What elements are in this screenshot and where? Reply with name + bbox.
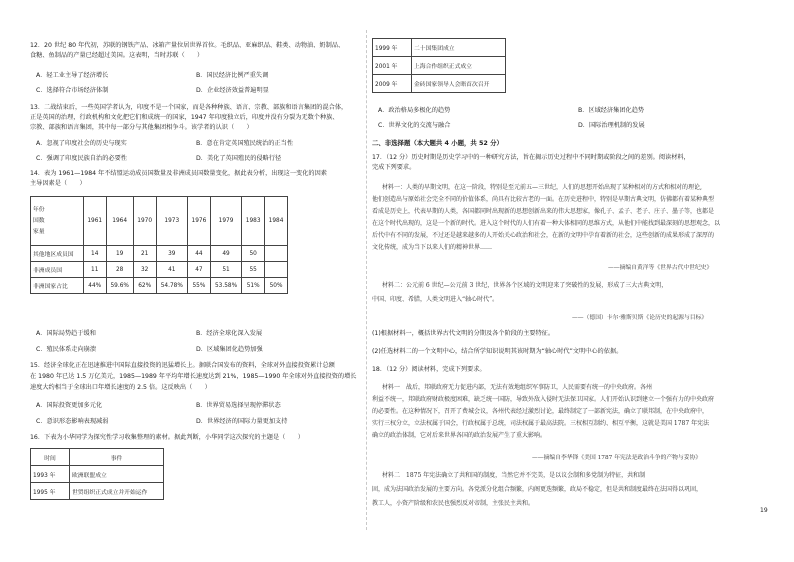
table-cell: [265, 246, 288, 262]
q16-option-d[interactable]: D．国际治理机制的发展: [578, 122, 645, 129]
table-cell: 44%: [83, 278, 106, 294]
year-cell: 1973: [156, 197, 187, 246]
section-title: 二、非选择题（本大题共 4 小题，共 52 分）: [372, 139, 503, 147]
table-cell: 59.6%: [106, 278, 133, 294]
q13-option-c[interactable]: C．强调了印度民族自治的必要性: [36, 155, 127, 162]
header-label-line: 国数: [33, 217, 45, 224]
q14-option-b[interactable]: B．经济全球化深入发展: [196, 330, 263, 337]
q17-material1-line: 他们创造出与原始社会完全不同的价值体系，尚具有比较古老的一面。在历史进程中，特别是早期古典文明，仿佛都有着某种典型: [372, 196, 715, 203]
q18-material1-line: 确立的政治体制，它对后来世界各国的政治发展产生了重大影响。: [372, 432, 547, 439]
q18-material1-line: 材料一 战后，邦联政府无力促进内部，无法有效地组织军事防卫，人民需要有统一的中央政府。各州: [382, 384, 653, 391]
header-label-line: 年份: [33, 206, 45, 213]
year-cell: 1964: [106, 197, 133, 246]
q17-stem-line1: 17．（12 分）历史时期是历史学习中的一种研究方法，旨在揭示历史过程中不同时期或阶段之间的差别。阅读材料，: [372, 154, 690, 161]
q17-stem-line2: 完成下列要求。: [372, 164, 416, 171]
q17-material1-source: ——摘编自黄洋等《世界古代中世纪史》: [608, 265, 713, 271]
q16-table: [30, 448, 164, 500]
q15-option-a[interactable]: A．国际投资更加多元化: [36, 402, 103, 409]
year-cell: 1970: [133, 197, 156, 246]
q17-material1-line: 文化传统，成为当下以来人们的精神世界……: [372, 244, 493, 251]
q12-option-a[interactable]: A．轻工业主导了经济增长: [36, 72, 109, 79]
q13-option-b[interactable]: B．意在肯定英国殖民统治的正当性: [196, 140, 294, 147]
q15-stem-line1: 15．经济全球化正在迅速推进中国际直接投资的迅猛增长上。据联合国发布的资料，全球对外直接投资累计总额: [30, 362, 335, 369]
table-cell: [265, 262, 288, 278]
year-cell: 1976: [187, 197, 210, 246]
year-cell: 2001 年: [373, 57, 412, 75]
table-cell: 39: [156, 246, 187, 262]
q12-option-c[interactable]: C．选择符合市场经济体制: [36, 87, 109, 94]
table-row: [373, 57, 506, 75]
year-cell: 1995 年: [31, 483, 70, 500]
table-cell: 47: [187, 262, 210, 278]
q18-stem-line1: 18．（12 分）阅读材料，完成下列要求。: [372, 366, 486, 373]
table-cell: 21: [133, 246, 156, 262]
table-cell: 44: [187, 246, 210, 262]
table-cell: 19: [106, 246, 133, 262]
table-row: [31, 262, 288, 278]
q17-material2-line: 材料二：公元前 6 世纪—公元前 3 世纪，世界各个区域的文明迎来了突破性的发展，形成了三大古典文明，: [382, 282, 668, 289]
q14-header-label: [31, 197, 84, 246]
row-label: 非洲成员国: [31, 262, 84, 278]
table-row: [373, 75, 506, 93]
table-cell: 50: [242, 246, 265, 262]
q16-option-b[interactable]: B．区域经济集团化趋势: [578, 107, 645, 114]
q17-material1-line: 看成是历史上，代表早期的人类，各国都同时出现新的思想创新出来的伟大思想家，像孔子、孟子、老子、庄子、墨子等，也都是: [372, 208, 715, 215]
table-cell: 55: [242, 262, 265, 278]
q12-stem-line1: 12．20 世纪 80 年代初，苏联的钢铁产品、冰箱产量位居世界首位。毛织品、亚麻织品、鞋类、动物油、奶制品、: [30, 42, 345, 49]
table-cell: 14: [83, 246, 106, 262]
event-cell: 金砖国家领导人会晤首次召开: [412, 75, 506, 93]
q18-material2-line: 固，成为法国政治发展的主要方向。各党派分化组合频繁，内阁更迭频繁，政局不稳定，但是共和制度最终在法国得以巩固，: [372, 486, 703, 493]
year-cell: 1999 年: [373, 39, 412, 57]
q17-requirement-1: (1)根据材料一，概括世界古代文明的分期及各个阶段的主要特征。: [372, 330, 555, 337]
q12-option-d[interactable]: D．企业经济效益普遍明显: [196, 87, 269, 94]
q17-material2-line: 中国、印度、希腊，人类文明进入“轴心时代”。: [372, 296, 499, 303]
q13-option-a[interactable]: A．忽视了印度社会的历史与现实: [36, 140, 127, 147]
q15-stem-line3: 速度大约相当于全球出口年增长速度的 2.5 倍。这反映出（ ）: [30, 384, 211, 391]
table-cell: 28: [106, 262, 133, 278]
table-cell: 62%: [133, 278, 156, 294]
q13-stem-line2: 正是英国的治理，行政机构和文化把它们和成统一的国家，1947 年印度独立后，印度并没有分裂为无数个种族、: [30, 114, 339, 121]
q14-table: [30, 196, 288, 294]
q16-option-a[interactable]: A．政治格局多极化的趋势: [378, 107, 451, 114]
q17-material1-line: 材料一：人类的早期文明，在这一阶段，特别是至元前五—三世纪，人们的思想开始出现了某种相对的方式和相对的理论,: [382, 184, 702, 191]
table-cell: 53.58%: [210, 278, 241, 294]
table-cell: 11: [83, 262, 106, 278]
q14-stem-line1: 14．表为 1961—1984 年不结盟运动成员国数量及非洲成员国数量变化，据此表分析，出现这一变化的因素: [30, 170, 327, 177]
q15-stem-line2: 在 1980 年已达 1.5 万亿美元，1985—1989 年平均年增长速度达到 21%，1985—1990 年全球对外直接投资的增长: [30, 373, 357, 380]
q18-material1-source: ——摘编自李华锋《美国 1787 年宪法是政治斗争的产物与妥协》: [532, 455, 702, 461]
row-label: 非洲国家占比: [31, 278, 84, 294]
event-cell: 欧洲联盟成立: [70, 466, 164, 483]
table-row: [31, 483, 164, 500]
q14-option-a[interactable]: A．国际局势趋于缓和: [36, 330, 96, 337]
q13-option-d[interactable]: D．美化了英国殖民的侵略行径: [196, 155, 282, 162]
table-cell: 41: [156, 262, 187, 278]
q13-stem-line1: 13．二战结束后，一些英国学者认为，印度不是一个国家，而是各种种族、语言、宗教、部族和语言集团的混合体，: [30, 104, 348, 111]
q18-material2-line: 材料二 1875 年宪法确立了共和国的制度，当然它并不完美，是以议会制和多党制为特征，共和制: [382, 472, 646, 479]
q18-material2-line: 教工人，小资产阶级和农民也强烈反对帝制，主张民主共和。: [372, 500, 535, 507]
table-cell: 54.78%: [156, 278, 187, 294]
year-cell: 1979: [210, 197, 241, 246]
q16-table-continued: [372, 38, 506, 93]
q13-stem-line3: 宗教、部族和语言集团，其中每一部分与其他集团相争斗。该学者的认识（ ）: [30, 124, 253, 131]
column-header-time: 时间: [31, 449, 70, 466]
table-cell: 51%: [242, 278, 265, 294]
q14-option-d[interactable]: D．区域集团化趋势加强: [196, 346, 263, 353]
table-cell: 32: [133, 262, 156, 278]
q15-option-c[interactable]: C．意识形态影响表现减弱: [36, 418, 109, 425]
year-cell: 1984: [265, 197, 288, 246]
table-row: [31, 466, 164, 483]
q18-material1-line: 利益不统一，邦联政府财政极度困难，缺乏统一国防，导致外敌入侵时无法保卫国家。人们开始认识到建立一个强有力的中央政府: [372, 396, 715, 403]
q18-material1-line: 实行三权分立，立法权属于国会，行政权属于总统，司法权属于最高法院。三权相互制约、相互平衡，这就是美国 1787 年宪法: [372, 420, 710, 427]
q18-material1-line: 的必要性。在这种情况下，召开了费城会议，各州代表经过激烈讨论，最终制定了一部新宪法，确立了联邦制，在中央政府中，: [372, 408, 709, 415]
event-cell: 二十国集团成立: [412, 39, 506, 57]
event-cell: 上海合作组织正式成立: [412, 57, 506, 75]
q14-option-c[interactable]: C．殖民体系走向崩溃: [36, 346, 97, 353]
q12-option-b[interactable]: B．国民经济比例严重失调: [196, 72, 269, 79]
year-cell: 2009 年: [373, 75, 412, 93]
table-row: [31, 246, 288, 262]
q12-stem-line2: 食糖、鱼制品的产量已经超过美国。这表明，当时苏联（ ）: [30, 52, 204, 59]
year-cell: 1961: [83, 197, 106, 246]
q14-stem-line2: 主导因素是（ ）: [30, 180, 86, 187]
table-cell: 49: [210, 246, 241, 262]
table-row: [373, 39, 506, 57]
q15-option-b[interactable]: B．世界贸易选择呈现停滞状态: [196, 402, 281, 409]
column-divider: [366, 30, 367, 530]
event-cell: 世贸组织正式成立并开始运作: [70, 483, 164, 500]
q17-material2-source: ——（德国）卡尔·雅斯贝斯《论历史的起源与目标》: [572, 315, 708, 321]
table-cell: 55%: [187, 278, 210, 294]
q16-option-c[interactable]: C．世界文化的交流与融合: [378, 122, 451, 129]
header-label-line: 家量: [33, 228, 45, 235]
table-cell: 50%: [265, 278, 288, 294]
q15-option-d[interactable]: D．世界经济的国际力量更加支持: [196, 418, 288, 425]
year-cell: 1993 年: [31, 466, 70, 483]
year-cell: 1983: [242, 197, 265, 246]
row-label: 其他地区成员国: [31, 246, 84, 262]
q16-stem-line1: 16．下表为小华同学为探究性学习收集整理的素材。据此判断，小华同学这次探究的主题是（ ）: [30, 434, 304, 441]
q17-requirement-2: (2)任选材料二的一个文明中心，结合所学知识说明其该时期为“轴心时代”文明中心的依据。: [372, 348, 623, 355]
q17-material1-line: 在这个时代出现的，这是一个新的时代。进入这个时代的人们有着一种大体相同的思维方式，从他们中能找到最深刻的思想观念，以: [372, 220, 721, 227]
table-row: [31, 278, 288, 294]
column-header-event: 事件: [70, 449, 164, 466]
table-cell: 51: [210, 262, 241, 278]
q17-material1-line: 后代中有不同的发展，不过还是越来越多的人开始关心政治和社会，在新的文明中孕育着新的社会，这些创新的成果形成了深厚的: [372, 232, 715, 239]
